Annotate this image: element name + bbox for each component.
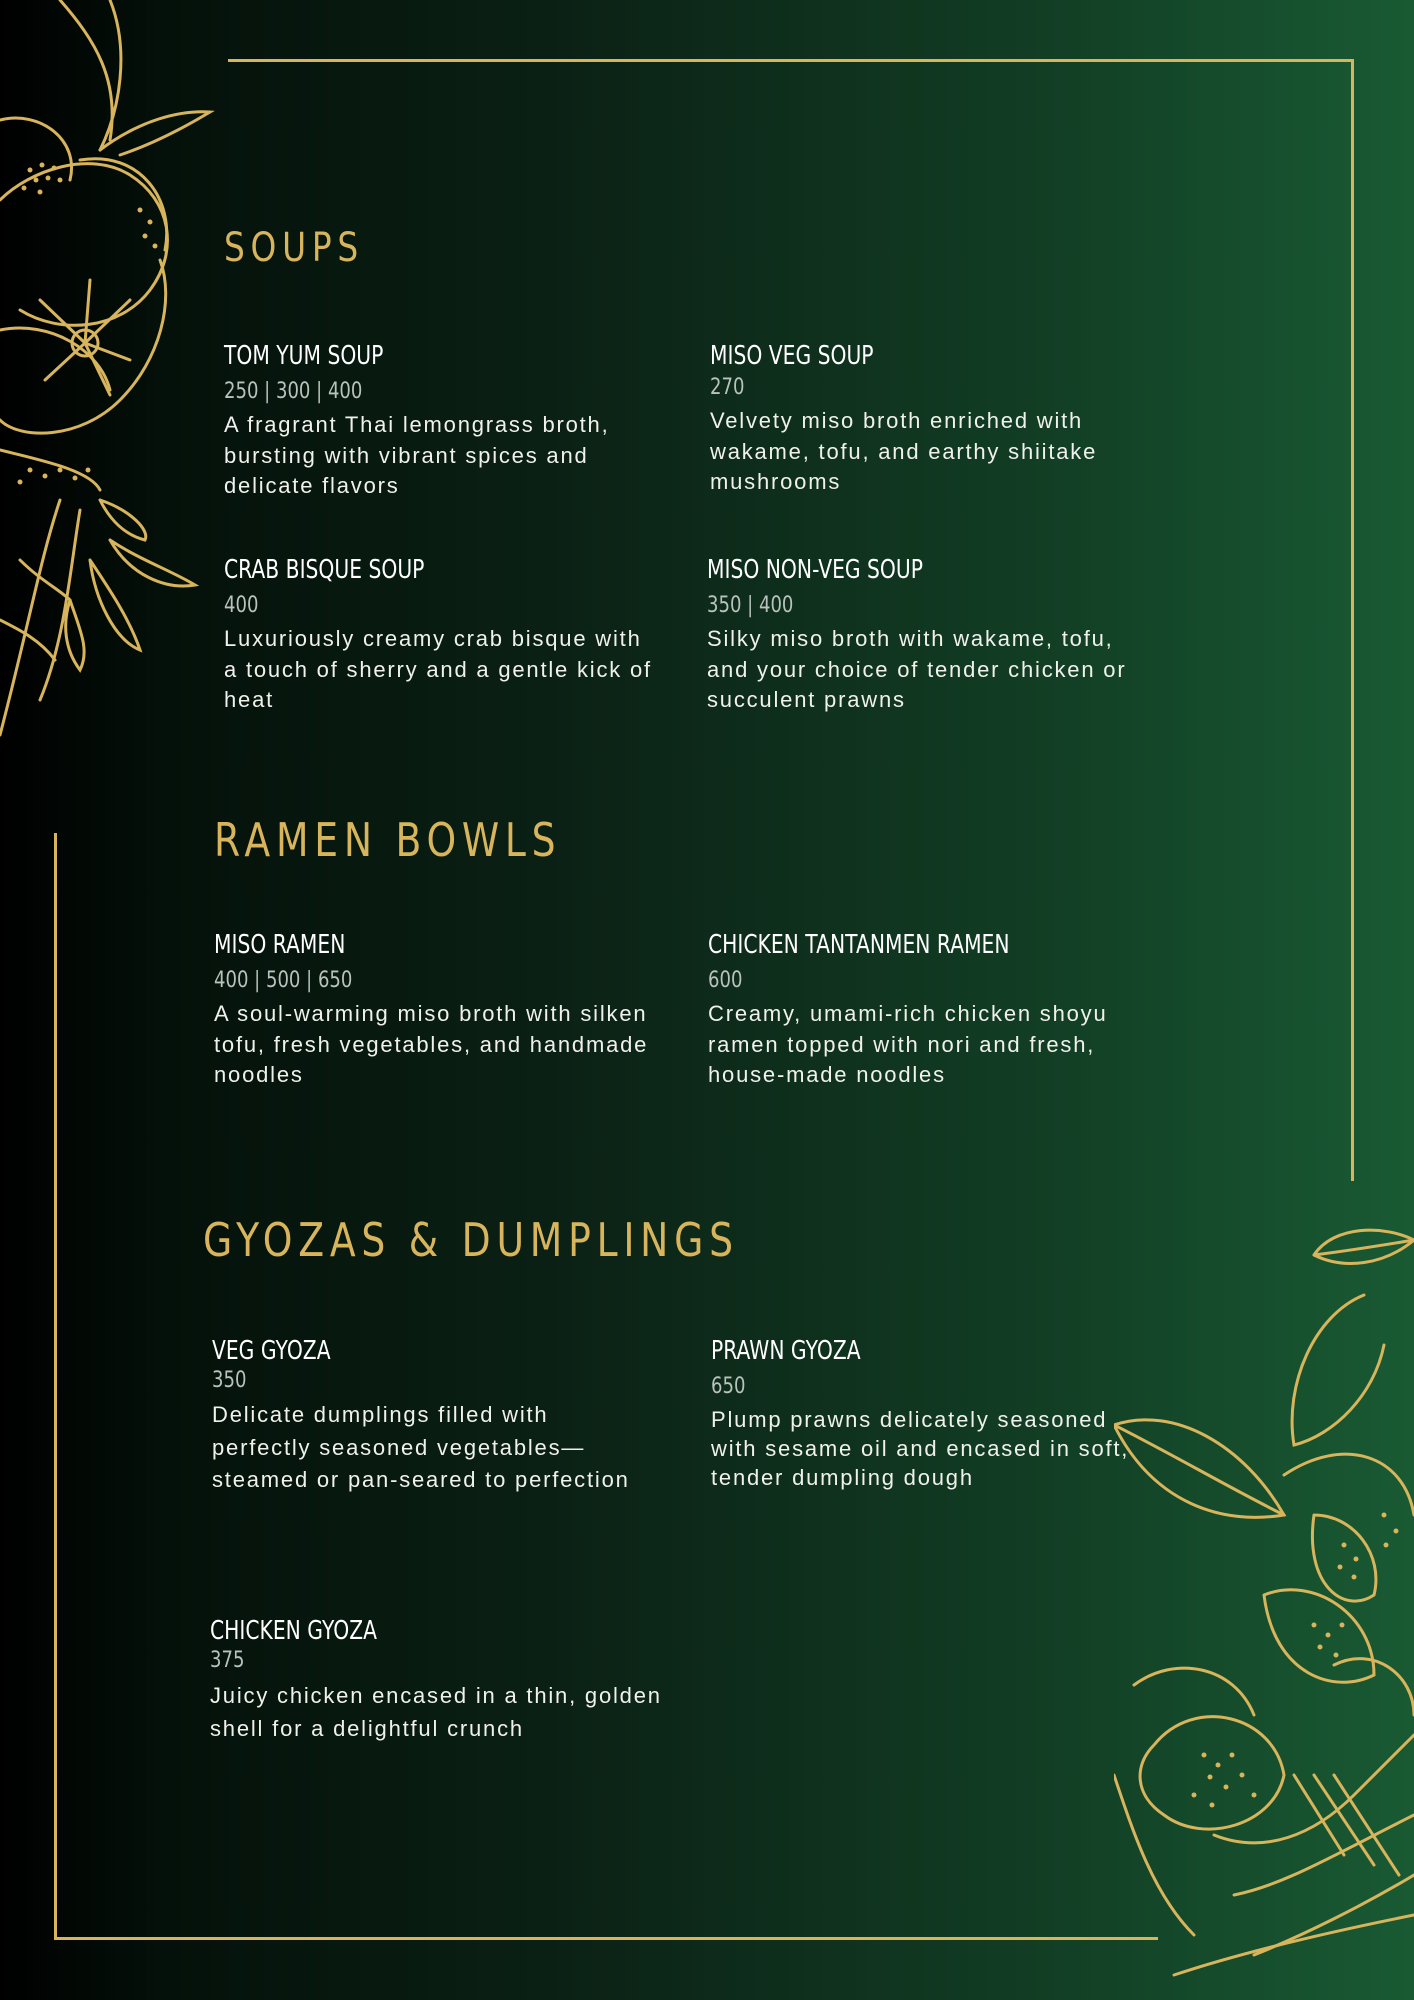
section-title-soups: SOUPS <box>224 225 364 271</box>
menu-item-crab-bisque-soup <box>224 554 654 716</box>
section-title-ramen-bowls: RAMEN BOWLS <box>214 813 562 867</box>
floral-bottom-right-decoration <box>1114 1215 1414 2000</box>
item-name: CHICKEN GYOZA <box>210 1616 377 1646</box>
item-price: 350 <box>212 1368 247 1393</box>
menu-item-prawn-gyoza <box>711 1335 1131 1492</box>
item-price: 375 <box>210 1648 245 1673</box>
menu-item-chicken-gyoza <box>210 1615 670 1745</box>
item-description: Juicy chicken encased in a thin, golden shell for a delightful crunch <box>210 1683 662 1741</box>
floral-top-left-decoration <box>0 0 215 745</box>
item-price: 400 <box>224 593 259 618</box>
item-price: 270 <box>710 375 745 400</box>
item-name: MISO NON-VEG SOUP <box>707 555 923 585</box>
frame-left-line <box>54 833 57 1940</box>
menu-item-miso-non-veg-soup <box>707 554 1157 716</box>
item-name: CHICKEN TANTANMEN RAMEN <box>708 930 1010 960</box>
frame-right-line <box>1351 59 1354 1181</box>
menu-item-miso-veg-soup <box>710 340 1150 498</box>
item-description: Velvety miso broth enriched with wakame, tofu, and earthy shiitake mushrooms <box>710 408 1098 494</box>
item-name: PRAWN GYOZA <box>711 1336 861 1366</box>
item-name: MISO VEG SOUP <box>710 341 874 371</box>
item-description: Plump prawns delicately seasoned with sesame oil and encased in soft, tender dumpling dough <box>711 1407 1130 1490</box>
item-price: 350 | 400 <box>707 593 794 618</box>
menu-item-chicken-tantanmen-ramen <box>708 929 1158 1091</box>
item-description: Creamy, umami-rich chicken shoyu ramen topped with nori and fresh, house-made noodles <box>708 1001 1108 1087</box>
item-description: Luxuriously creamy crab bisque with a touch of sherry and a gentle kick of heat <box>224 626 652 712</box>
item-name: TOM YUM SOUP <box>224 341 384 371</box>
item-description: Silky miso broth with wakame, tofu, and your choice of tender chicken or succulent prawns <box>707 626 1127 712</box>
item-description: A soul-warming miso broth with silken tofu, fresh vegetables, and handmade noodles <box>214 1001 649 1087</box>
frame-bottom-line <box>54 1937 1158 1940</box>
menu-item-veg-gyoza <box>212 1335 632 1497</box>
item-name: CRAB BISQUE SOUP <box>224 555 425 585</box>
item-name: MISO RAMEN <box>214 930 346 960</box>
section-title-gyozas-dumplings: GYOZAS & DUMPLINGS <box>203 1213 739 1267</box>
item-price: 400 | 500 | 650 <box>214 968 353 993</box>
item-description: A fragrant Thai lemongrass broth, bursting with vibrant spices and delicate flavors <box>224 412 610 498</box>
frame-top-line <box>228 59 1354 62</box>
item-description: Delicate dumplings filled with perfectly seasoned vegetables—steamed or pan-seared to perfection <box>212 1402 630 1492</box>
menu-item-miso-ramen <box>214 929 654 1091</box>
item-name: VEG GYOZA <box>212 1336 331 1366</box>
item-price: 250 | 300 | 400 <box>224 379 363 404</box>
menu-item-tom-yum-soup <box>224 340 664 502</box>
item-price: 600 <box>708 968 743 993</box>
item-price: 650 <box>711 1374 746 1399</box>
